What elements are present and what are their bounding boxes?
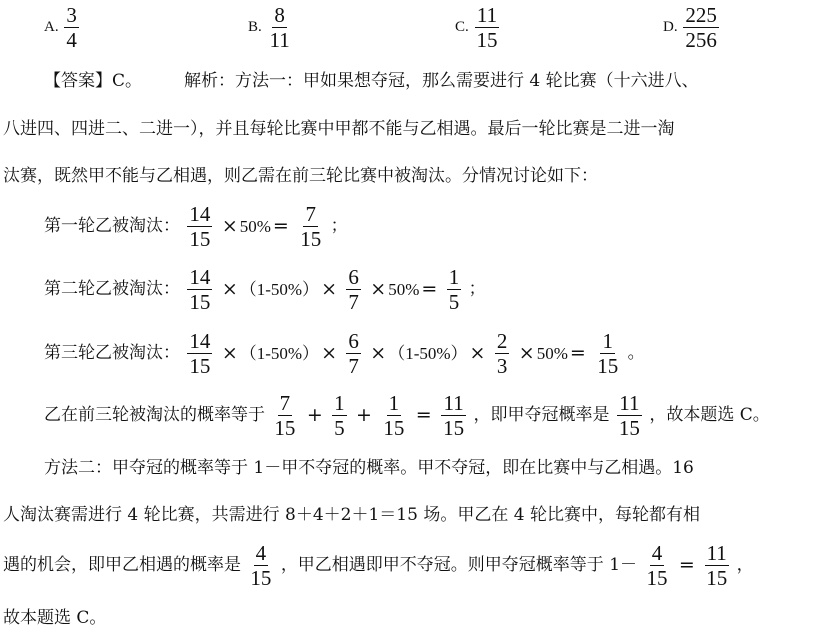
round3-paren-1: （1-50%） xyxy=(239,344,320,364)
method2-line3-end: ， xyxy=(736,555,754,576)
round2-equation xyxy=(44,266,486,313)
option-a xyxy=(44,4,81,51)
round3-pct: 50% xyxy=(536,344,568,364)
method2-meet-num: 4 xyxy=(255,541,267,565)
answer-tag: 【答案】C。 xyxy=(44,71,143,91)
answer-line-1 xyxy=(44,73,699,90)
round1-equation xyxy=(44,203,348,250)
option-b xyxy=(248,4,294,51)
answer-line-2: 八进四、四进二、二进一），并且每轮比赛中甲都不能与乙相遇。最后一轮比赛是二进一淘 xyxy=(3,119,675,139)
round1-label: 第一轮乙被淘汰： xyxy=(44,216,180,237)
times-symbol: × xyxy=(469,342,486,365)
sum-a-num: 7 xyxy=(279,391,291,415)
times-symbol: × xyxy=(321,342,337,365)
round3-f3-num: 2 xyxy=(496,329,508,353)
method2-line-3 xyxy=(3,542,754,589)
sum-win-den: 15 xyxy=(618,416,640,441)
plus-symbol: + xyxy=(306,404,323,427)
round1-end: ； xyxy=(330,216,348,237)
sum-c-num: 1 xyxy=(388,391,400,415)
times-symbol: × xyxy=(321,278,337,301)
option-c-num: 11 xyxy=(476,3,498,27)
option-d-num: 225 xyxy=(685,3,717,27)
option-c-den: 15 xyxy=(476,28,498,53)
method2-line-1: 方法二：甲夺冠的概率等于 1－甲不夺冠的概率。甲不夺冠，即在比赛中与乙相遇。16 xyxy=(44,458,694,478)
equals-symbol: = xyxy=(415,404,432,427)
plus-symbol: + xyxy=(356,404,372,427)
sum-prefix: 乙在前三轮被淘汰的概率等于 xyxy=(44,405,265,426)
option-c xyxy=(455,4,502,51)
round3-end: 。 xyxy=(627,343,645,364)
option-d xyxy=(663,4,721,51)
option-a-label: A. xyxy=(44,19,59,36)
times-symbol: × xyxy=(221,215,238,238)
round2-f2-den: 7 xyxy=(348,290,359,315)
round2-res-den: 5 xyxy=(448,290,460,315)
sum-r-num: 11 xyxy=(443,391,464,415)
method2-sub-num: 4 xyxy=(651,541,663,565)
equals-symbol: = xyxy=(272,215,289,238)
round1-pct: 50% xyxy=(239,217,271,237)
round3-paren-2: （1-50%） xyxy=(388,344,468,364)
times-symbol: × xyxy=(370,278,387,301)
times-symbol: × xyxy=(518,342,535,365)
round2-label: 第二轮乙被淘汰： xyxy=(44,279,180,300)
answer-line-3: 汰赛，既然甲不能与乙相遇，则乙需在前三轮比赛中被淘汰。分情况讨论如下： xyxy=(3,166,598,186)
times-symbol: × xyxy=(370,342,387,365)
round1-f1-num: 14 xyxy=(189,202,211,226)
option-b-num: 8 xyxy=(274,3,285,27)
method2-line-2: 人淘汰赛需进行 4 轮比赛，共需进行 8＋4＋2＋1＝15 场。甲乙在 4 轮比赛中，每轮都有相 xyxy=(3,505,700,525)
round3-f2-num: 6 xyxy=(348,329,359,353)
sum-r-den: 15 xyxy=(443,416,465,441)
option-a-den: 4 xyxy=(66,28,77,53)
option-d-label: D. xyxy=(663,19,678,36)
method2-res-num: 11 xyxy=(706,541,727,565)
sum-win-num: 11 xyxy=(619,391,640,415)
round3-res-num: 1 xyxy=(602,329,613,353)
sum-equation xyxy=(44,392,770,439)
round2-paren: （1-50%） xyxy=(239,280,320,300)
method2-res-den: 15 xyxy=(706,566,728,591)
sum-b-den: 5 xyxy=(334,416,345,441)
round2-f1-num: 14 xyxy=(189,265,211,289)
round3-res-den: 15 xyxy=(597,354,619,379)
round3-label: 第三轮乙被淘汰： xyxy=(44,343,180,364)
round2-f1-den: 15 xyxy=(189,290,211,315)
round3-equation xyxy=(44,330,645,377)
round2-end: ； xyxy=(468,279,486,300)
option-b-den: 11 xyxy=(269,28,290,53)
round2-res-num: 1 xyxy=(448,265,460,289)
method2-line3-mid: ，甲乙相遇即甲不夺冠。则甲夺冠概率等于 1－ xyxy=(280,555,638,576)
round2-f2-num: 6 xyxy=(348,265,359,289)
equals-symbol: = xyxy=(421,278,438,301)
sum-c-den: 15 xyxy=(383,416,405,441)
round1-res-num: 7 xyxy=(305,202,316,226)
equals-symbol: = xyxy=(678,554,695,577)
times-symbol: × xyxy=(221,278,238,301)
answer-intro: 解析：方法一：甲如果想夺冠，那么需要进行 4 轮比赛（十六进八、 xyxy=(184,71,699,91)
round2-pct: 50% xyxy=(388,280,420,300)
round3-f1-den: 15 xyxy=(189,354,211,379)
round3-f3-den: 3 xyxy=(496,354,508,379)
method2-meet-den: 15 xyxy=(250,566,272,591)
method2-line3-prefix: 遇的机会，即甲乙相遇的概率是 xyxy=(3,555,241,576)
method2-sub-den: 15 xyxy=(646,566,668,591)
round1-f1-den: 15 xyxy=(189,227,211,252)
option-c-label: C. xyxy=(455,19,469,36)
option-d-den: 256 xyxy=(685,28,717,53)
method2-line-4: 故本题选 C。 xyxy=(3,608,107,628)
round1-res-den: 15 xyxy=(300,227,322,252)
round3-f1-num: 14 xyxy=(189,329,211,353)
equals-symbol: = xyxy=(569,342,586,365)
times-symbol: × xyxy=(221,342,238,365)
option-b-label: B. xyxy=(248,19,262,36)
sum-a-den: 15 xyxy=(274,416,296,441)
round3-f2-den: 7 xyxy=(348,354,359,379)
sum-mid: ，即甲夺冠概率是 xyxy=(473,405,610,426)
sum-b-num: 1 xyxy=(334,391,345,415)
sum-suffix: ，故本题选 C。 xyxy=(649,405,770,426)
option-a-num: 3 xyxy=(66,3,77,27)
